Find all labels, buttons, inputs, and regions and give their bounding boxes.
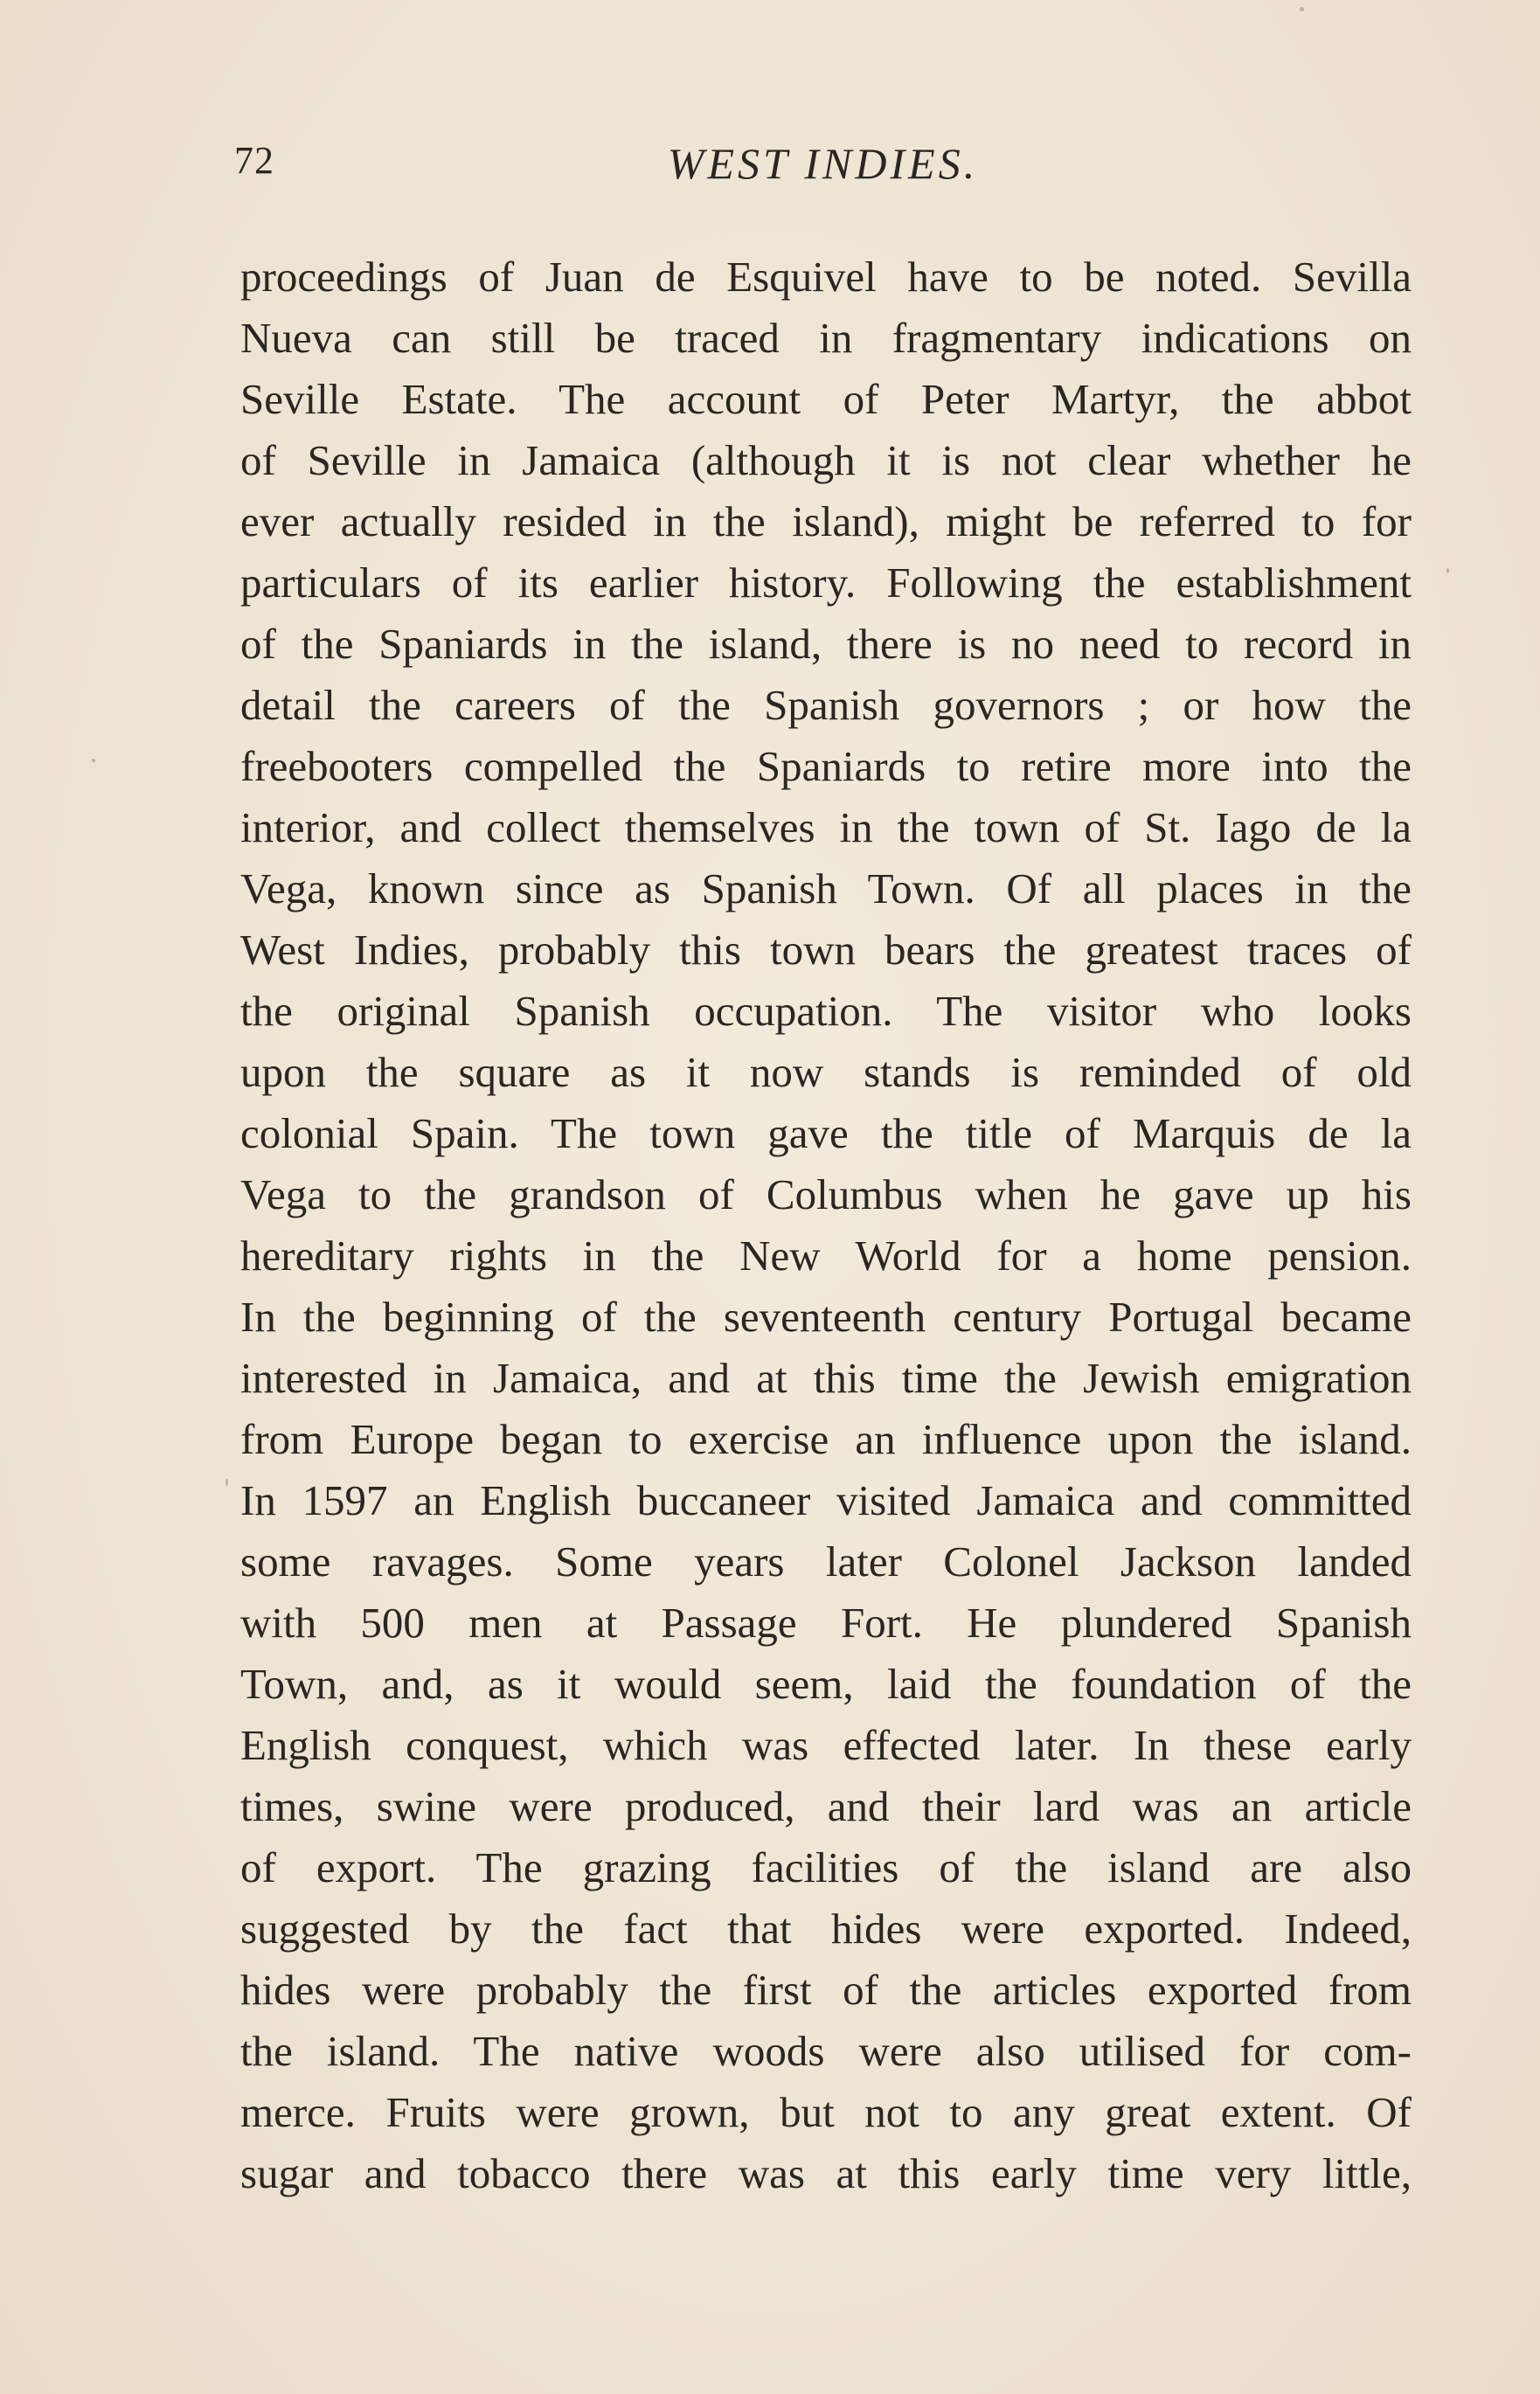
text-line: upon the square as it now stands is reminded of old [240, 1048, 1412, 1096]
text-line: Vega, known since as Spanish Town. Of all places in the [240, 864, 1412, 912]
text-line: freebooters compelled the Spaniards to retire more into the [240, 742, 1412, 790]
text-line: colonial Spain. The town gave the title of Marquis de la [240, 1109, 1412, 1157]
text-line: In 1597 an English buccaneer visited Jamaica and committed [240, 1476, 1412, 1524]
text-line: ever actually resided in the island), might be referred to for [240, 497, 1412, 545]
paper-speck [225, 1479, 228, 1486]
text-line: with 500 men at Passage Fort. He plundered Spanish [240, 1599, 1412, 1647]
text-line: hides were probably the first of the articles exported from [240, 1966, 1412, 2014]
text-line: West Indies, probably this town bears the greatest traces of [240, 926, 1412, 974]
text-line: the original Spanish occupation. The visitor who looks [240, 987, 1412, 1035]
body-text [240, 246, 1412, 2204]
text-line: of Seville in Jamaica (although it is not clear whether he [240, 436, 1412, 484]
text-line: of the Spaniards in the island, there is no need to record in [240, 620, 1412, 668]
paper-speck [92, 759, 95, 762]
text-line: some ravages. Some years later Colonel Jackson landed [240, 1537, 1412, 1586]
text-line: proceedings of Juan de Esquivel have to be noted. Sevilla [240, 253, 1412, 301]
text-line: Vega to the grandson of Columbus when he gave up his [240, 1170, 1412, 1218]
text-line: hereditary rights in the New World for a home pension. [240, 1232, 1412, 1280]
text-line: particulars of its earlier history. Following the establishment [240, 559, 1412, 607]
text-line: Town, and, as it would seem, laid the foundation of the [240, 1660, 1412, 1708]
page-number: 72 [234, 139, 274, 182]
running-head: WEST INDIES. [667, 139, 979, 188]
text-line: In the beginning of the seventeenth century Portugal became [240, 1293, 1412, 1341]
text-line: English conquest, which was effected later. In these early [240, 1721, 1412, 1769]
text-line: the island. The native woods were also utilised for com- [240, 2027, 1412, 2075]
text-line: merce. Fruits were grown, but not to any great extent. Of [240, 2088, 1412, 2136]
paper-speck [1446, 568, 1449, 573]
text-line: Nueva can still be traced in fragmentary indications on [240, 314, 1412, 362]
text-line: Seville Estate. The account of Peter Martyr, the abbot [240, 375, 1412, 423]
text-line: interested in Jamaica, and at this time the Jewish emigration [240, 1354, 1412, 1402]
text-line: detail the careers of the Spanish governors ; or how the [240, 681, 1412, 729]
text-line: times, swine were produced, and their lard was an article [240, 1782, 1412, 1830]
page-header [234, 138, 1412, 199]
text-line: of export. The grazing facilities of the island are also [240, 1843, 1412, 1891]
text-line: suggested by the fact that hides were exported. Indeed, [240, 1905, 1412, 1953]
text-line: from Europe began to exercise an influence upon the island. [240, 1415, 1412, 1463]
text-line: interior, and collect themselves in the town of St. Iago de la [240, 803, 1412, 851]
text-line: sugar and tobacco there was at this early time very little, [240, 2149, 1412, 2197]
paper-speck [1300, 7, 1304, 11]
